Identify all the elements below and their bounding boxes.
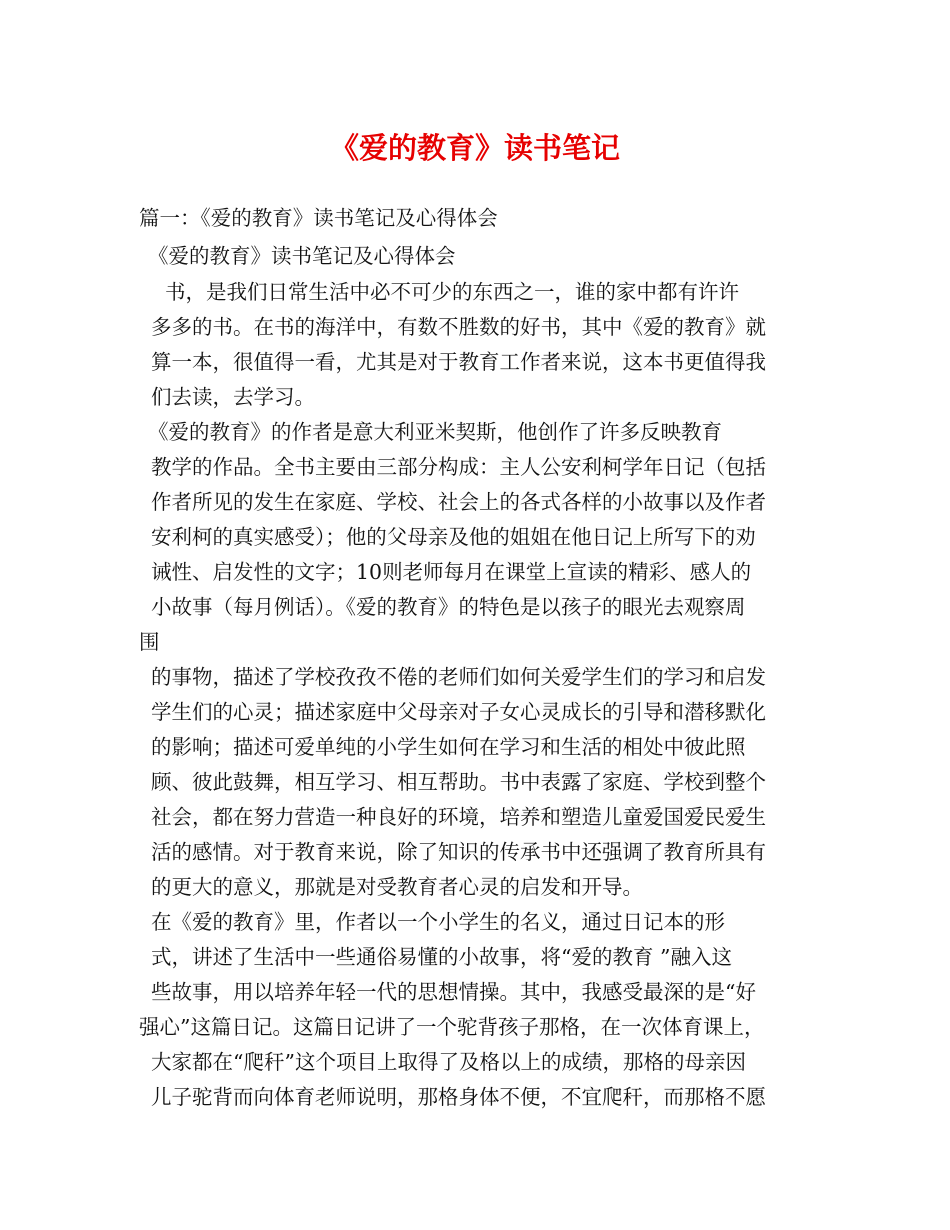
text-line: 们去读，去学习。 [151, 385, 315, 409]
text-line: 安利柯的真实感受）；他的父母亲及他的姐姐在他日记上所写下的劝 [151, 525, 756, 549]
text-line: 的更大的意义，那就是对受教育者心灵的启发和开导。 [151, 875, 643, 899]
text-line: 社会，都在努力营造一种良好的环境，培养和塑造儿童爱国爱民爱生 [151, 805, 766, 829]
text-line: 多多的书。在书的海洋中，有数不胜数的好书，其中《爱的教育》就 [151, 315, 766, 339]
text-line: 学生们的心灵；描述家庭中父母亲对子女心灵成长的引导和潜移默化 [151, 700, 766, 724]
text-line: 活的感情。对于教育来说，除了知识的传承书中还强调了教育所具有 [151, 840, 766, 864]
text-line: 些故事，用以培养年轻一代的思想情操。其中，我感受最深的是“好 [151, 980, 756, 1004]
text-line: 式，讲述了生活中一些通俗易懂的小故事，将“爱的教育 ”融入这 [151, 945, 732, 969]
text-line: 顾、彼此鼓舞，相互学习、相互帮助。书中表露了家庭、学校到整个 [151, 770, 766, 794]
text-line: 《爱的教育》读书笔记及心得体会 [148, 244, 456, 268]
text-line: 作者所见的发生在家庭、学校、社会上的各式各样的小故事以及作者 [151, 490, 766, 514]
text-line: 教学的作品。全书主要由三部分构成：主人公安利柯学年日记（包括 [151, 455, 766, 479]
page-title: 《爱的教育》读书笔记 [329, 131, 620, 165]
text-line: 围 [139, 630, 160, 654]
text-line: 强心”这篇日记。这篇日记讲了一个驼背孩子那格，在一次体育课上， [139, 1015, 765, 1039]
text-line: 《爱的教育》的作者是意大利亚米契斯，他创作了许多反映教育 [148, 420, 722, 444]
text-line: 算一本，很值得一看，尤其是对于教育工作者来说，这本书更值得我 [151, 350, 766, 374]
text-line: 篇一：《爱的教育》读书笔记及心得体会 [139, 206, 498, 230]
text-line: 诫性、启发性的文字；10则老师每月在课堂上宣读的精彩、感人的 [151, 560, 752, 584]
text-line: 小故事（每月例话）。《爱的教育》的特色是以孩子的眼光去观察周 [151, 595, 746, 619]
text-line: 大家都在“爬秆”这个项目上取得了及格以上的成绩，那格的母亲因 [151, 1050, 746, 1074]
text-line: 的影响；描述可爱单纯的小学生如何在学习和生活的相处中彼此照 [151, 735, 746, 759]
text-line: 书，是我们日常生活中必不可少的东西之一，谁的家中都有许许 [165, 280, 739, 304]
text-line: 在《爱的教育》里，作者以一个小学生的名义，通过日记本的形 [151, 910, 725, 934]
text-line: 儿子驼背而向体育老师说明，那格身体不便，不宜爬秆，而那格不愿 [151, 1085, 766, 1109]
text-line: 的事物，描述了学校孜孜不倦的老师们如何关爱学生们的学习和启发 [151, 665, 766, 689]
